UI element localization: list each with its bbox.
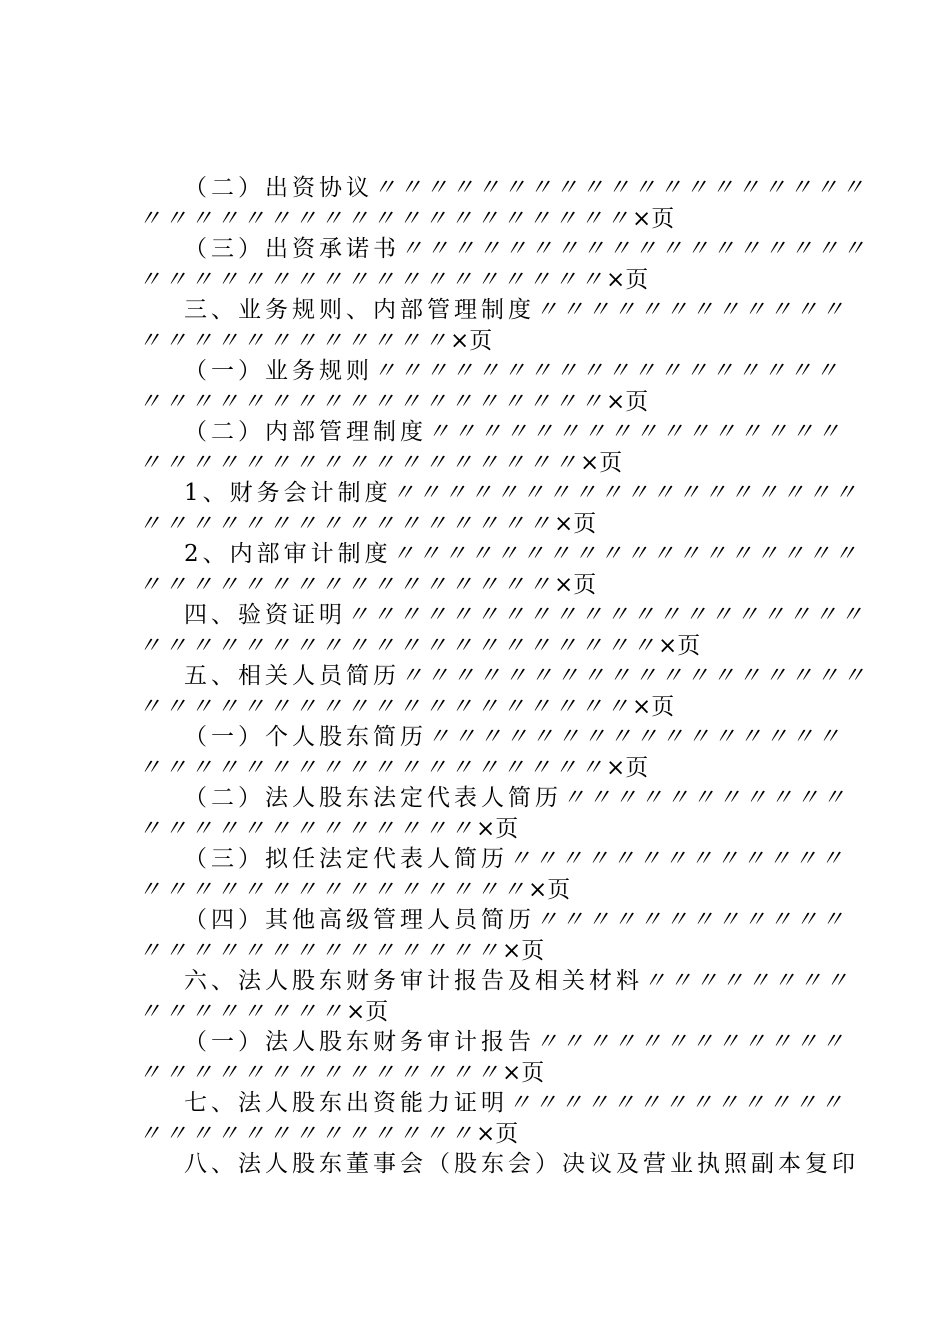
toc-entry-title: （二）内部管理制度 (184, 419, 427, 445)
toc-entry-title: 七、法人股东出资能力证明 (184, 1090, 508, 1116)
toc-page-number: ×页 (502, 1059, 545, 1086)
toc-entry-title: 五、相关人员简历 (184, 663, 400, 689)
toc-entry-line-1 (138, 1027, 847, 1058)
toc-entry-line-1 (138, 1088, 846, 1119)
toc-entry-title: 四、验资证明 (184, 602, 346, 628)
toc-page-number: ×页 (580, 449, 623, 476)
toc-leader-dots: 〃〃〃〃〃〃〃〃〃〃〃〃〃〃〃〃 (138, 571, 554, 598)
toc-leader-dots: 〃〃〃〃〃〃〃〃〃〃〃〃〃〃 (138, 937, 502, 964)
toc-leader-dots: 〃〃〃〃〃〃〃〃〃〃〃〃〃〃 (138, 1059, 502, 1086)
toc-entry-line-2 (138, 387, 838, 418)
toc-entry-line-1 (138, 234, 868, 265)
toc-entry-line-2 (138, 936, 838, 967)
toc-entry-line-2 (138, 631, 838, 662)
toc-leader-dots: 〃〃〃〃〃〃〃〃〃〃〃〃〃 (138, 815, 476, 842)
toc-entry-line-1 (138, 844, 846, 875)
toc-leader-dots: 〃〃〃〃〃〃〃〃〃〃〃〃〃 (138, 1120, 476, 1147)
toc-leader-dots: 〃〃〃〃〃〃〃〃〃〃〃〃〃〃〃〃 (427, 724, 843, 750)
toc-entry-title: （一）法人股东财务审计报告 (184, 1029, 535, 1055)
toc-page-number: ×页 (450, 327, 493, 354)
toc-leader-dots: 〃〃〃〃〃〃〃〃〃〃〃〃〃〃〃〃〃 (138, 449, 580, 476)
toc-entry-line-2 (138, 570, 838, 601)
toc-entry-line-1 (138, 356, 841, 387)
toc-leader-dots: 〃〃〃〃〃〃〃〃〃〃〃〃〃〃〃〃 (138, 510, 554, 537)
toc-leader-dots: 〃〃〃〃〃〃〃〃〃〃〃〃 (535, 297, 847, 323)
toc-page-number: ×页 (554, 571, 597, 598)
toc-page-number: ×页 (632, 205, 675, 232)
toc-entry-line-1 (138, 417, 843, 448)
toc-leader-dots: 〃〃〃〃〃〃〃〃〃〃〃〃 (535, 907, 847, 933)
toc-leader-dots: 〃〃〃〃〃〃〃〃〃〃〃〃〃〃〃〃〃〃 (400, 663, 868, 689)
toc-entry-line-1 (138, 966, 851, 997)
toc-entry-title: 2、内部审计制度 (184, 541, 392, 567)
toc-page-number: ×页 (502, 937, 545, 964)
toc-page-number: ×页 (606, 754, 649, 781)
toc-page-number: ×页 (476, 815, 519, 842)
toc-entry-line-2 (138, 814, 838, 845)
toc-leader-dots: 〃〃〃〃〃〃〃〃〃〃〃〃〃〃〃〃〃〃〃 (373, 175, 867, 201)
toc-page-number: ×页 (606, 388, 649, 415)
toc-page-number: ×页 (346, 998, 389, 1025)
toc-leader-dots: 〃〃〃〃〃〃〃〃〃〃〃〃〃〃〃〃 (427, 419, 843, 445)
toc-leader-dots: 〃〃〃〃〃〃〃〃〃〃〃〃〃 (508, 1090, 846, 1116)
toc-page-number: ×页 (528, 876, 571, 903)
toc-page-number: ×页 (606, 266, 649, 293)
toc-entry-title: （二）法人股东法定代表人简历 (184, 785, 562, 811)
toc-entry-line-2 (138, 753, 838, 784)
toc-leader-dots: 〃〃〃〃〃〃〃〃〃〃〃〃〃〃〃〃〃〃〃 (138, 693, 632, 720)
toc-leader-dots: 〃〃〃〃〃〃〃〃〃〃〃〃〃〃〃〃〃〃 (391, 541, 860, 567)
toc-entry-line-1 (138, 722, 843, 753)
toc-entry-line-2 (138, 875, 838, 906)
toc-leader-dots: 〃〃〃〃〃〃〃〃〃〃〃〃〃 (508, 846, 846, 872)
toc-entry-line-1 (138, 478, 860, 509)
toc-leader-dots: 〃〃〃〃〃〃〃〃〃〃〃〃〃〃〃〃〃〃 (373, 358, 841, 384)
toc-entry-title: 八、法人股东董事会（股东会）决议及营业执照副本复印 (184, 1151, 859, 1177)
toc-leader-dots: 〃〃〃〃〃〃〃〃〃〃〃〃〃〃〃〃〃〃 (138, 388, 606, 415)
toc-entry-line-1 (138, 295, 847, 326)
toc-entry-line-2 (138, 448, 838, 479)
toc-leader-dots: 〃〃〃〃〃〃〃〃〃〃〃〃〃〃〃〃〃〃 (400, 236, 868, 262)
toc-leader-dots: 〃〃〃〃〃〃〃〃〃〃〃〃〃〃〃〃〃〃〃〃 (138, 632, 658, 659)
toc-leader-dots: 〃〃〃〃〃〃〃〃〃〃〃〃〃〃〃〃〃〃〃〃 (346, 602, 866, 628)
toc-entry-title: 1、财务会计制度 (184, 480, 392, 506)
toc-entry-line-2 (138, 509, 838, 540)
toc-entry-line-2 (138, 997, 838, 1028)
toc-page-number: ×页 (658, 632, 701, 659)
toc-entry-title: （三）拟任法定代表人简历 (184, 846, 508, 872)
toc-entry-title: （三）出资承诺书 (184, 236, 400, 262)
toc-entry-title: （一）个人股东简历 (184, 724, 427, 750)
toc-leader-dots: 〃〃〃〃〃〃〃〃〃〃〃〃 (138, 327, 450, 354)
toc-entry-line-1 (138, 539, 860, 570)
toc-leader-dots: 〃〃〃〃〃〃〃〃〃〃〃〃〃〃〃 (138, 876, 528, 903)
toc-leader-dots: 〃〃〃〃〃〃〃〃〃〃〃〃〃〃〃〃〃〃 (138, 266, 606, 293)
toc-entry-line-1 (138, 661, 868, 692)
toc-entry-line-1 (138, 783, 848, 814)
toc-leader-dots: 〃〃〃〃〃〃〃〃〃〃〃〃〃〃〃〃〃〃 (391, 480, 860, 506)
toc-entry-title: （二）出资协议 (184, 175, 373, 201)
toc-entry-line-1 (138, 905, 847, 936)
toc-leader-dots: 〃〃〃〃〃〃〃〃〃〃〃〃 (535, 1029, 847, 1055)
toc-entry-title: 六、法人股东财务审计报告及相关材料 (184, 968, 643, 994)
table-of-contents (138, 173, 868, 1180)
toc-entry-line-1 (138, 600, 866, 631)
toc-leader-dots: 〃〃〃〃〃〃〃〃〃〃〃 (562, 785, 848, 811)
toc-entry-title: 三、业务规则、内部管理制度 (184, 297, 535, 323)
toc-entry-line-2 (138, 1119, 838, 1150)
toc-entry-line-1 (138, 173, 867, 204)
toc-entry-line-2 (138, 692, 838, 723)
toc-leader-dots: 〃〃〃〃〃〃〃〃〃〃〃〃〃〃〃〃〃〃〃 (138, 205, 632, 232)
toc-page-number: ×页 (554, 510, 597, 537)
toc-entry-line-2 (138, 1058, 838, 1089)
toc-leader-dots: 〃〃〃〃〃〃〃〃〃〃〃〃〃〃〃〃〃〃 (138, 754, 606, 781)
toc-page-number: ×页 (632, 693, 675, 720)
toc-entry-line-2 (138, 265, 838, 296)
toc-leader-dots: 〃〃〃〃〃〃〃〃 (138, 998, 346, 1025)
toc-entry-line-2 (138, 326, 838, 357)
toc-page-number: ×页 (476, 1120, 519, 1147)
toc-entry-title: （四）其他高级管理人员简历 (184, 907, 535, 933)
toc-entry-line-2 (138, 204, 838, 235)
toc-leader-dots: 〃〃〃〃〃〃〃〃 (643, 968, 851, 994)
toc-entry-title: （一）业务规则 (184, 358, 373, 384)
